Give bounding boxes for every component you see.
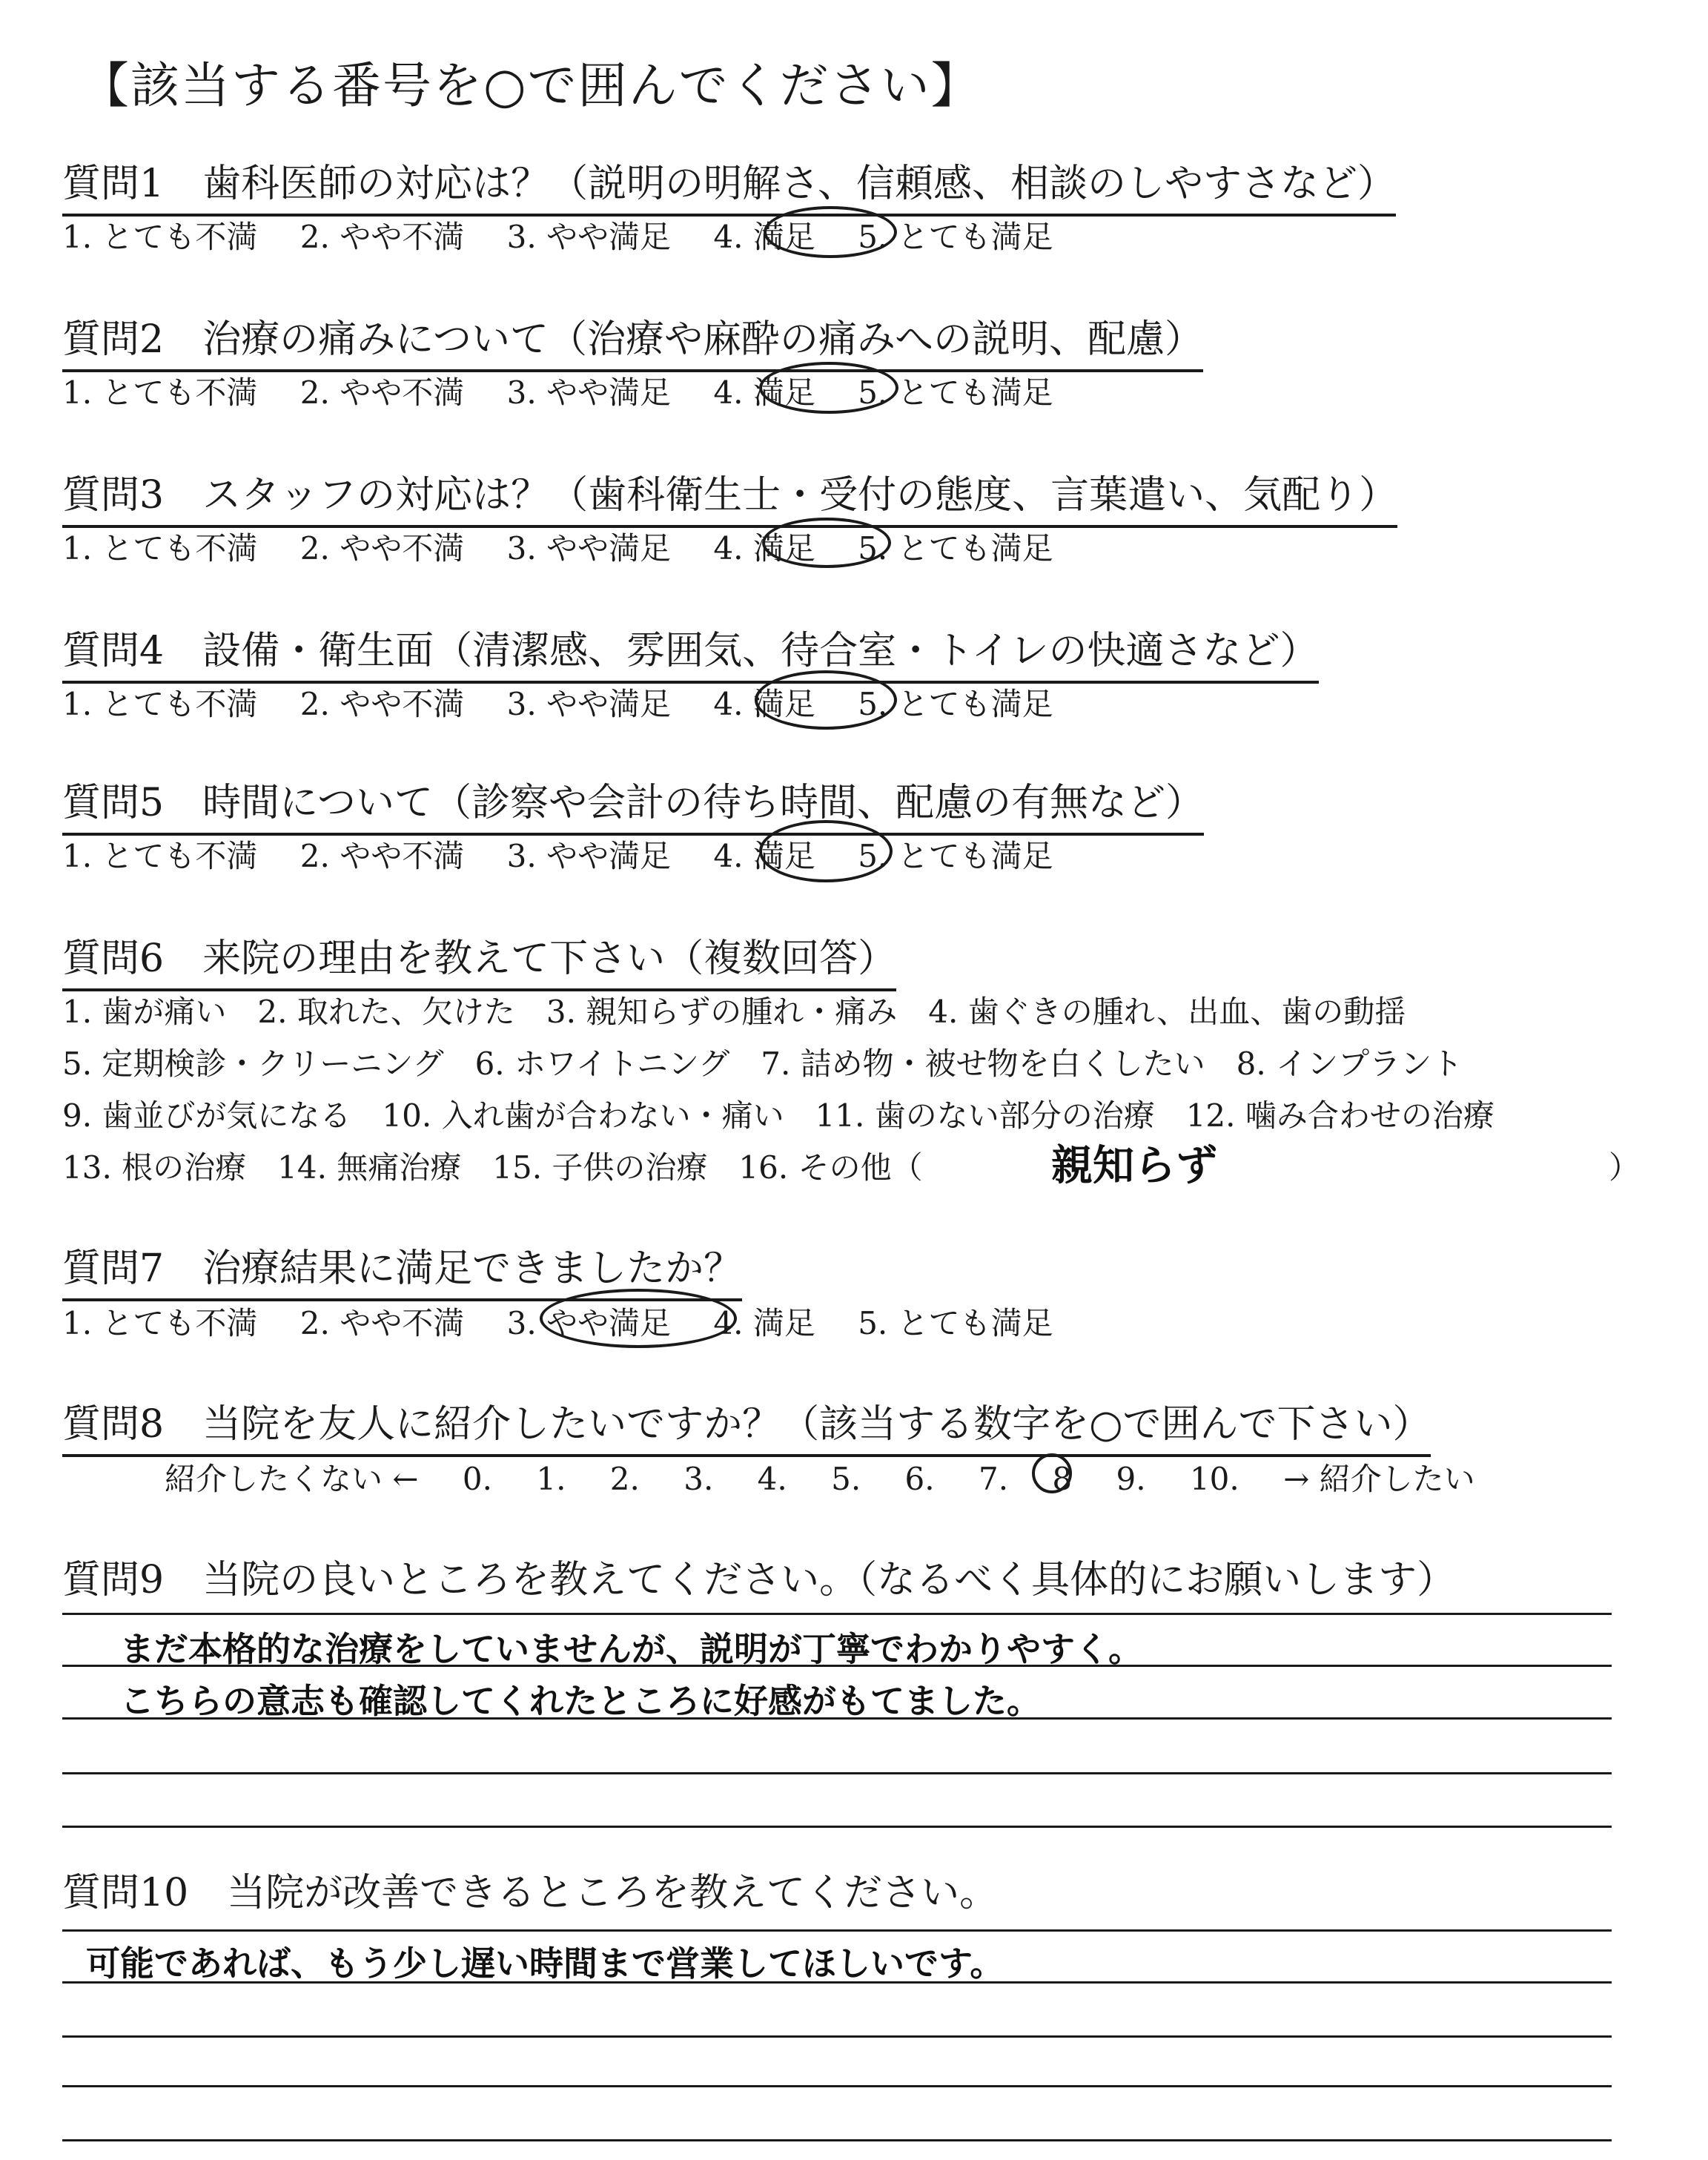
q6-options-row-1[interactable]: 1. 歯が痛い 2. 取れた、欠けた 3. 親知らずの腫れ・痛み 4. 歯ぐきの腫れ、出血、歯の動揺 (62, 994, 1406, 1030)
q6-options-row-2[interactable]: 5. 定期検診・クリーニング 6. ホワイトニング 7. 詰め物・被せ物を白くしたい 8. インプラント (62, 1046, 1463, 1082)
question-9-title: 質問9 当院の良いところを教えてください。（なるべく具体的にお願いします） (62, 1558, 1456, 1602)
q8-number-6[interactable]: 6. (904, 1461, 935, 1497)
q2-option-2[interactable]: 2. やや不満 (299, 374, 465, 411)
q5-option-2[interactable]: 2. やや不満 (299, 838, 465, 874)
q6-other-answer[interactable]: 親知らず (1051, 1142, 1217, 1190)
q6-options-row-4[interactable]: 13. 根の治療 14. 無痛治療 15. 子供の治療 16. その他（ (62, 1149, 923, 1186)
q8-number-8[interactable]: 8 (1052, 1461, 1073, 1497)
q7-option-3[interactable]: 3. やや満足 (506, 1305, 672, 1341)
question-10-title: 質問10 当院が改善できるところを教えてください。 (62, 1871, 999, 1915)
q5-selection-circle (759, 820, 893, 882)
question-5-title: 質問5 時間について（診察や会計の待ち時間、配慮の有無など） (62, 771, 1204, 836)
q8-number-0[interactable]: 0. (462, 1461, 492, 1497)
q10-answer-line (62, 2139, 1612, 2141)
q8-number-4[interactable]: 4. (757, 1461, 787, 1497)
q7-selection-circle (540, 1289, 737, 1348)
q5-option-1[interactable]: 1. とても不満 (62, 838, 258, 874)
q8-number-3[interactable]: 3. (683, 1461, 714, 1497)
q3-option-5[interactable]: 5. とても満足 (858, 530, 1053, 567)
question-3-options (62, 524, 1086, 569)
q7-option-5[interactable]: 5. とても満足 (858, 1305, 1053, 1341)
q8-number-1[interactable]: 1. (536, 1461, 566, 1497)
q8-right-label: → 紹介したい (1283, 1461, 1475, 1497)
q3-option-3[interactable]: 3. やや満足 (506, 530, 672, 567)
question-2-options (62, 369, 1086, 413)
q4-option-2[interactable]: 2. やや不満 (299, 686, 465, 722)
q4-option-1[interactable]: 1. とても不満 (62, 686, 258, 722)
q8-selection-circle (1032, 1453, 1072, 1493)
q4-selection-circle (755, 670, 897, 730)
q5-option-5[interactable]: 5. とても満足 (858, 838, 1053, 874)
q2-option-5[interactable]: 5. とても満足 (858, 374, 1053, 411)
q8-number-7[interactable]: 7. (978, 1461, 1009, 1497)
question-1-title: 質問1 歯科医師の対応は？（説明の明解さ、信頼感、相談のしやすさなど） (62, 152, 1396, 217)
question-4-options (62, 680, 1086, 724)
question-4-title: 質問4 設備・衛生面（清潔感、雰囲気、待合室・トイレの快適さなど） (62, 619, 1319, 684)
question-5-options (62, 832, 1086, 876)
q10-answer-line (62, 1929, 1612, 1932)
q8-number-5[interactable]: 5. (831, 1461, 861, 1497)
page-title: 【該当する番号を○で囲んでください】 (80, 57, 982, 114)
q1-option-3[interactable]: 3. やや満足 (506, 219, 672, 255)
q3-option-4[interactable]: 4. 満足 (713, 530, 815, 567)
question-2-title: 質問2 治療の痛みについて（治療や麻酔の痛みへの説明、配慮） (62, 308, 1203, 372)
question-7-title: 質問7 治療結果に満足できましたか？ (62, 1237, 742, 1301)
q2-option-1[interactable]: 1. とても不満 (62, 374, 258, 411)
q5-option-4[interactable]: 4. 満足 (713, 838, 815, 874)
q3-option-1[interactable]: 1. とても不満 (62, 530, 258, 567)
q4-option-5[interactable]: 5. とても満足 (858, 686, 1053, 722)
q1-selection-circle (764, 206, 897, 258)
q7-option-1[interactable]: 1. とても不満 (62, 1305, 258, 1341)
q8-number-10[interactable]: 10. (1189, 1461, 1239, 1497)
question-1-options (62, 213, 1086, 257)
q6-other-close-paren: ） (1609, 1149, 1641, 1186)
q10-answer-text-1[interactable]: 可能であれば、もう少し遅い時間まで営業してほしいです。 (86, 1943, 1004, 1984)
q8-left-label: 紹介したくない ← (165, 1461, 419, 1497)
q9-answer-line (62, 1826, 1612, 1828)
q8-number-9[interactable]: 9. (1116, 1461, 1146, 1497)
q9-answer-line (62, 1772, 1612, 1774)
q1-option-1[interactable]: 1. とても不満 (62, 219, 258, 255)
q9-answer-text-1[interactable]: まだ本格的な治療をしていませんが、説明が丁寧でわかりやすく。 (120, 1629, 1143, 1669)
question-8-title: 質問8 当院を友人に紹介したいですか？（該当する数字を○で囲んで下さい） (62, 1393, 1431, 1457)
q8-scale (165, 1455, 1509, 1499)
q3-option-2[interactable]: 2. やや不満 (299, 530, 465, 567)
q2-selection-circle (759, 362, 898, 414)
q1-option-2[interactable]: 2. やや不満 (299, 219, 465, 255)
q8-number-2[interactable]: 2. (609, 1461, 640, 1497)
q3-selection-circle (762, 518, 891, 568)
q10-answer-line (62, 2035, 1612, 2038)
q2-option-4[interactable]: 4. 満足 (713, 374, 815, 411)
question-3-title: 質問3 スタッフの対応は？（歯科衛生士・受付の態度、言葉遣い、気配り） (62, 463, 1397, 528)
q4-option-4[interactable]: 4. 満足 (713, 686, 815, 722)
question-6-title: 質問6 来院の理由を教えて下さい（複数回答） (62, 927, 896, 991)
q1-option-5[interactable]: 5. とても満足 (858, 219, 1053, 255)
q10-answer-line (62, 2085, 1612, 2087)
q7-option-2[interactable]: 2. やや不満 (299, 1305, 465, 1341)
q5-option-3[interactable]: 3. やや満足 (506, 838, 672, 874)
q1-option-4[interactable]: 4. 満足 (713, 219, 815, 255)
q2-option-3[interactable]: 3. やや満足 (506, 374, 672, 411)
q9-answer-text-2[interactable]: こちらの意志も確認してくれたところに好感がもてました。 (120, 1681, 1041, 1721)
q4-option-3[interactable]: 3. やや満足 (506, 686, 672, 722)
q9-answer-line (62, 1613, 1612, 1615)
q7-option-4[interactable]: 4. 満足 (713, 1305, 815, 1341)
q6-options-row-3[interactable]: 9. 歯並びが気になる 10. 入れ歯が合わない・痛い 11. 歯のない部分の治療 12. 噛み合わせの治療 (62, 1097, 1494, 1134)
